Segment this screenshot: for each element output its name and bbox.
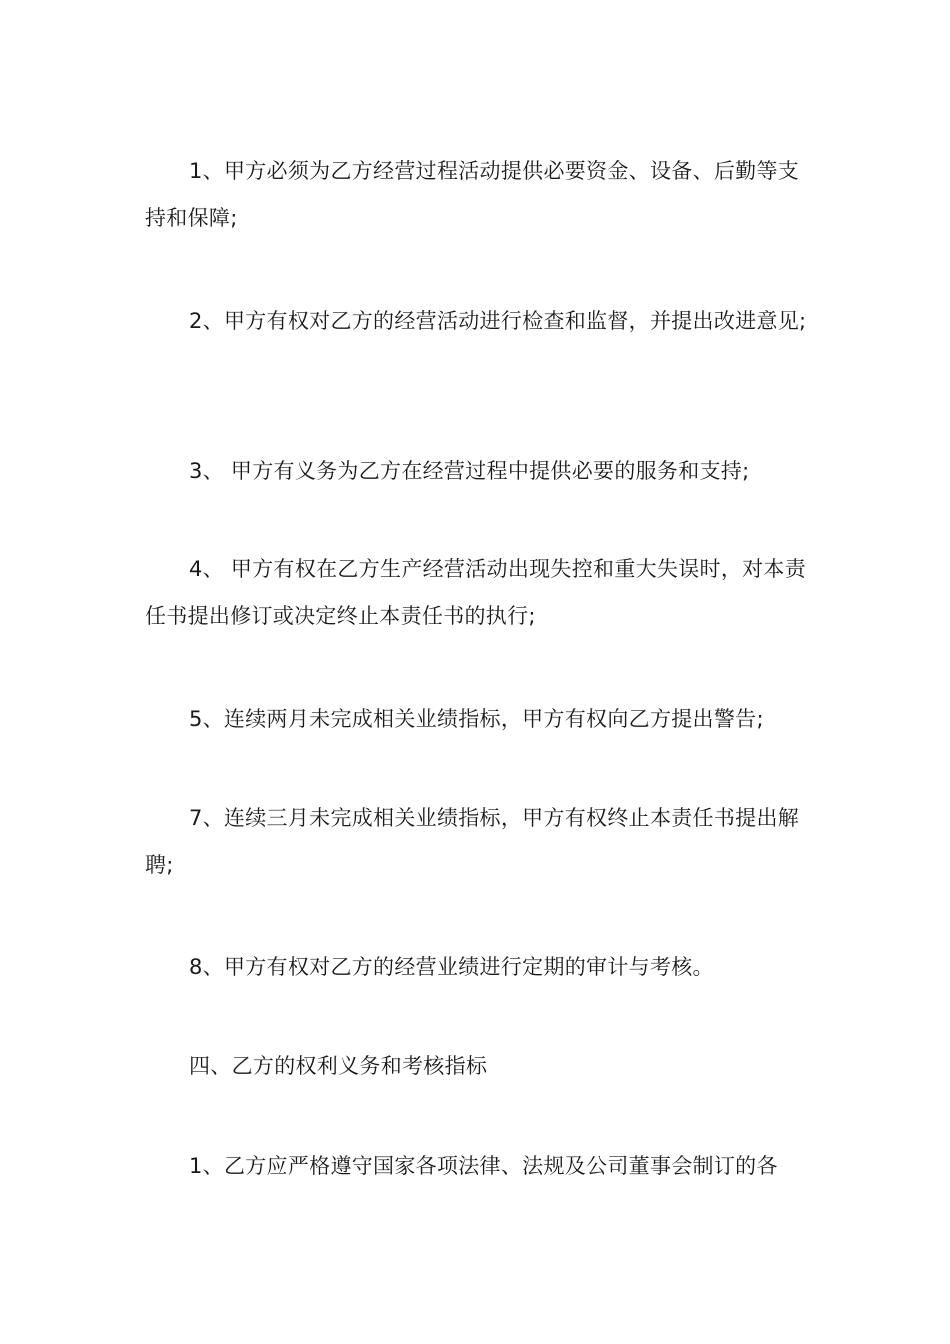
clause-party-a-7: 7、连续三月未完成相关业绩指标，甲方有权终止本责任书提出解聘; <box>145 806 800 877</box>
section-heading-party-b: 四、乙方的权利义务和考核指标 <box>189 1054 488 1078</box>
clause-party-a-5: 5、连续两月未完成相关业绩指标，甲方有权向乙方提出警告; <box>189 707 764 731</box>
clause-party-b-1: 1、乙方应严格遵守国家各项法律、法规及公司董事会制订的各 <box>189 1154 778 1178</box>
clause-party-a-4: 4、 甲方有权在乙方生产经营活动出现失控和重大失误时，对本责任书提出修订或决定终止本责任书的执行; <box>145 557 807 628</box>
clause-party-a-3: 3、 甲方有义务为乙方在经营过程中提供必要的服务和支持; <box>189 459 750 483</box>
clause-party-a-2: 2、甲方有权对乙方的经营活动进行检查和监督，并提出改进意见; <box>189 309 807 333</box>
clause-party-a-8: 8、甲方有权对乙方的经营业绩进行定期的审计与考核。 <box>189 955 714 979</box>
clause-party-a-1: 1、甲方必须为乙方经营过程活动提供必要资金、设备、后勤等支持和保障; <box>145 159 800 230</box>
